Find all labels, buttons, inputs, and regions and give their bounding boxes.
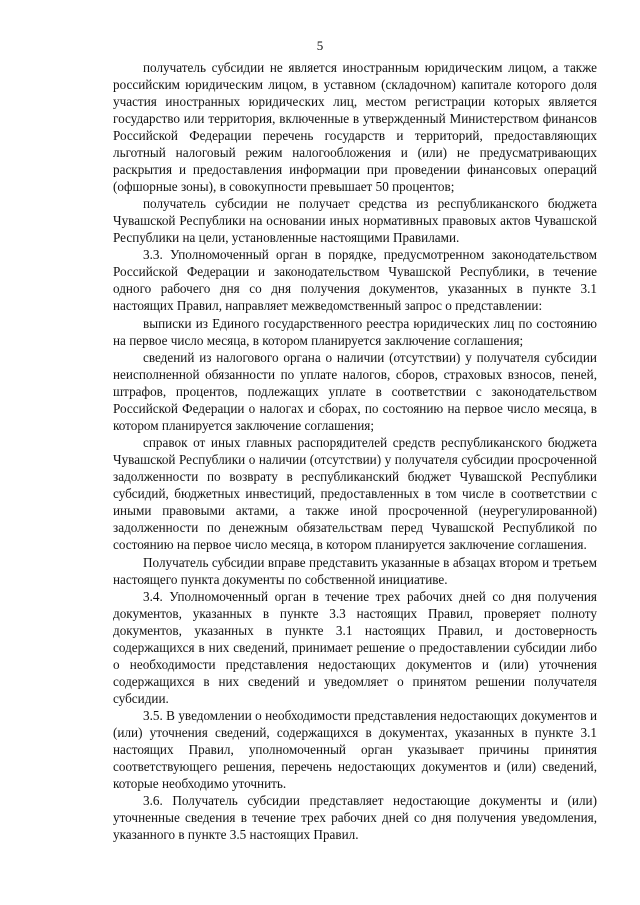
- paragraph-3-4: 3.4. Уполномоченный орган в течение трех рабочих дней со дня получения документов, указанных в пункте 3.3 настоящих Правил, проверяет полноту документов, указанных в пункте 3.1 настоящих Правил, и достоверность содержащихся в них сведений, принимает решение о предоставлении субсидии либо о необходимости представления недостающих документов и (или) уточнения содержащихся в них сведений и уведомляет о принятом решении получателя субсидии.: [113, 589, 597, 706]
- paragraph-debt-certificates: справок от иных главных распорядителей средств республиканского бюджета Чувашской Республики о наличии (отсутствии) у получателя субсидии просроченной задолженности по возврату в республиканский бюджет Чувашской Республики субсидий, бюджетных инвестиций, предоставленных в том числе в соответствии с иными правовыми актами, а также иной просроченной (неурегулированной) задолженности по денежным обязательствам перед Чувашской Республикой по состоянию на первое число месяца, в котором планируется заключение соглашения.: [113, 435, 597, 553]
- paragraph-3-5: 3.5. В уведомлении о необходимости представления недостающих документов и (или) уточнения сведений, содержащихся в документах, указанных в пункте 3.1 настоящих Правил, уполномоченный орган указывает причины принятия соответствующего решения, перечень недостающих документов и (или) сведений, которые необходимо уточнить.: [113, 708, 597, 792]
- document-body: [113, 60, 597, 844]
- paragraph-tax-info: сведений из налогового органа о наличии (отсутствии) у получателя субсидии неисполненной обязанности по уплате налогов, сборов, страховых взносов, пеней, штрафов, процентов, подлежащих уплате в соответствии с законодательством Российской Федерации о налогах и сборах, по состоянию на первое число месяца, в котором планируется заключение соглашения;: [113, 350, 597, 434]
- page-number: 5: [316, 38, 324, 53]
- paragraph-3-3: 3.3. Уполномоченный орган в порядке, предусмотренном законодательством Российской Федерации и законодательством Чувашской Республики, в течение одного рабочего дня со дня получения документов, указанных в пункте 3.1 настоящих Правил, направляет межведомственный запрос о представлении:: [113, 247, 597, 314]
- paragraph-own-initiative: Получатель субсидии вправе представить указанные в абзацах втором и третьем настоящего пункта документы по собственной инициативе.: [113, 554, 597, 587]
- paragraph-foreign-entity: получатель субсидии не является иностранным юридическим лицом, а также российским юридическим лицом, в уставном (складочном) капитале которого доля участия иностранных юридических лиц, местом регистрации которых является государство или территория, включенные в утвержденный Министерством финансов Российской Федерации перечень государств и территорий, предоставляющих льготный налоговый режим налогообложения и (или) не предусматривающих раскрытия и предоставления информации при проведении финансовых операций (офшорные зоны), в совокупности превышает 50 процентов;: [113, 60, 597, 194]
- paragraph-no-other-funds: получатель субсидии не получает средства из республиканского бюджета Чувашской Республики на основании иных нормативных правовых актов Чувашской Республики на цели, установленные настоящими Правилами.: [113, 196, 597, 246]
- paragraph-registry-extract: выписки из Единого государственного реестра юридических лиц по состоянию на первое число месяца, в котором планируется заключение соглашения;: [113, 315, 597, 348]
- paragraph-3-6: 3.6. Получатель субсидии представляет недостающие документы и (или) уточненные сведения в течение трех рабочих дней со дня получения уведомления, указанного в пункте 3.5 настоящих Правил.: [113, 793, 597, 843]
